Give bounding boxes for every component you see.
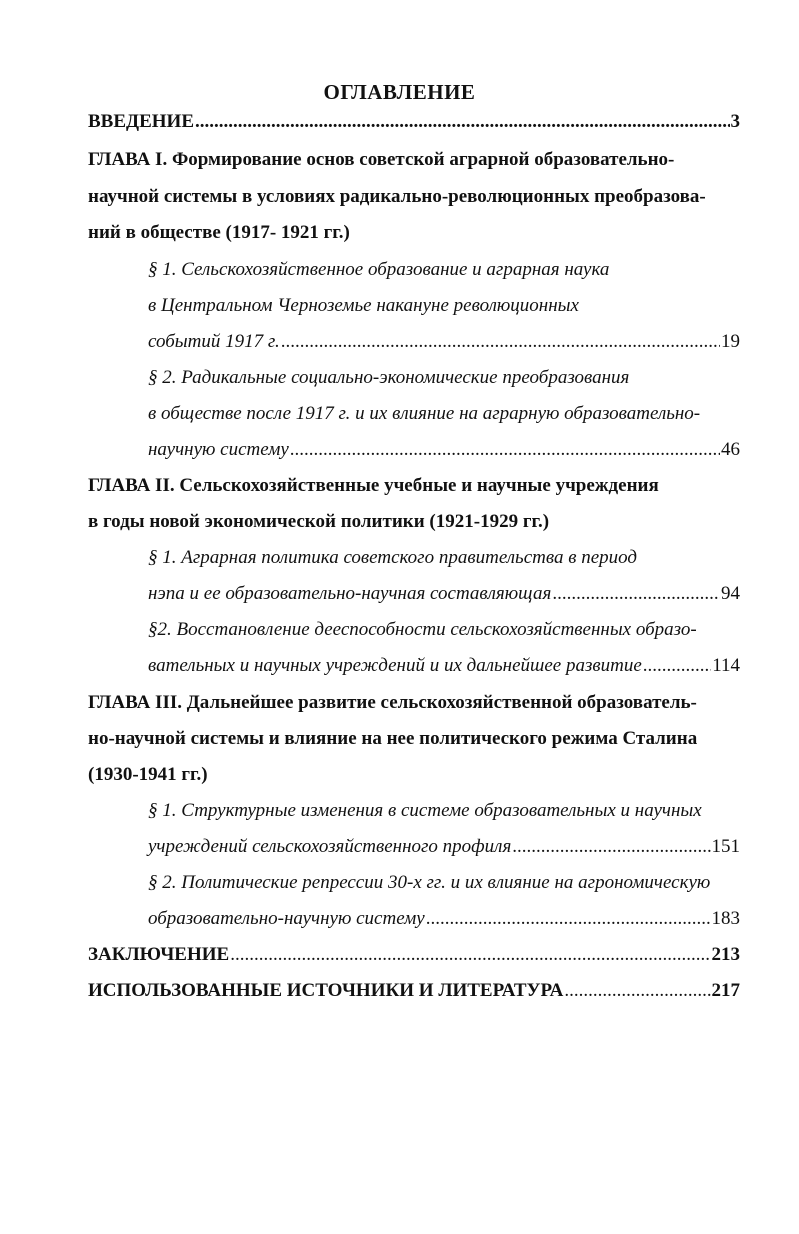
chapter2-section1-line1[interactable]: § 1. Аграрная политика советского правительства в период bbox=[148, 547, 638, 568]
toc-entry-chapter3-section1[interactable] bbox=[148, 832, 740, 862]
leader-dots bbox=[281, 327, 720, 357]
toc-entry-chapter1-section2[interactable] bbox=[148, 435, 740, 465]
leader-dots bbox=[552, 579, 720, 609]
toc-entry-sources[interactable] bbox=[88, 976, 740, 1006]
toc-page-number: 94 bbox=[721, 583, 740, 604]
toc-entry-chapter3-section2[interactable] bbox=[148, 904, 740, 934]
toc-entry-chapter2-section2[interactable] bbox=[148, 651, 740, 681]
toc-page-number: 183 bbox=[711, 908, 740, 929]
toc-entry-label: ВВЕДЕНИЕ bbox=[88, 111, 194, 132]
leader-dots bbox=[643, 651, 711, 681]
toc-entry-label: ИСПОЛЬЗОВАННЫЕ ИСТОЧНИКИ И ЛИТЕРАТУРА bbox=[88, 980, 564, 1001]
chapter2-title-line1[interactable]: ГЛАВА II. Сельскохозяйственные учебные и научные учреждения bbox=[88, 475, 659, 496]
chapter3-section1-line1[interactable]: § 1. Структурные изменения в системе образовательных и научных bbox=[148, 800, 702, 821]
leader-dots bbox=[195, 107, 730, 137]
chapter1-section2-line1[interactable]: § 2. Радикальные социально-экономические преобразования bbox=[148, 367, 630, 388]
chapter2-title-line2[interactable]: в годы новой экономической политики (1921-1929 гг.) bbox=[88, 511, 550, 532]
chapter3-title-line3[interactable]: (1930-1941 гг.) bbox=[88, 764, 208, 785]
toc-page-number: 19 bbox=[721, 331, 740, 352]
chapter3-title-line2[interactable]: но-научной системы и влияние на нее политического режима Сталина bbox=[88, 728, 698, 749]
toc-entry-label: вательных и научных учреждений и их дальнейшее развитие bbox=[148, 655, 642, 676]
toc-entry-chapter1-section1[interactable] bbox=[148, 327, 740, 357]
toc-page-number: 114 bbox=[712, 655, 740, 676]
toc-entry-conclusion[interactable] bbox=[88, 940, 740, 970]
toc-entry-label: научную систему bbox=[148, 439, 289, 460]
leader-dots bbox=[290, 435, 720, 465]
leader-dots bbox=[512, 832, 710, 862]
toc-heading: ОГЛАВЛЕНИЕ bbox=[323, 80, 476, 104]
toc-page-number: 151 bbox=[711, 836, 740, 857]
toc-page-number: 3 bbox=[730, 111, 740, 132]
chapter1-title-line2[interactable]: научной системы в условиях радикально-революционных преобразова- bbox=[88, 186, 706, 207]
chapter1-title-line3[interactable]: ний в обществе (1917- 1921 гг.) bbox=[88, 222, 350, 243]
toc-entry-intro[interactable] bbox=[88, 107, 740, 137]
toc-entry-label: учреждений сельскохозяйственного профиля bbox=[148, 836, 512, 857]
toc-entry-label: ЗАКЛЮЧЕНИЕ bbox=[88, 944, 230, 965]
chapter1-section1-line1[interactable]: § 1. Сельскохозяйственное образование и аграрная наука bbox=[148, 259, 610, 280]
toc-entry-label: событий 1917 г. bbox=[148, 331, 280, 352]
chapter3-section2-line1[interactable]: § 2. Политические репрессии 30-х гг. и их влияние на агрономическую bbox=[148, 872, 711, 893]
toc-entry-label: нэпа и ее образовательно-научная составляющая bbox=[148, 583, 552, 604]
leader-dots bbox=[564, 976, 710, 1006]
chapter3-title-line1[interactable]: ГЛАВА III. Дальнейшее развитие сельскохозяйственной образователь- bbox=[88, 692, 697, 713]
leader-dots bbox=[230, 940, 710, 970]
toc-page-number: 46 bbox=[721, 439, 740, 460]
chapter1-title-line1[interactable]: ГЛАВА I. Формирование основ советской аграрной образовательно- bbox=[88, 149, 675, 170]
toc-entry-label: образовательно-научную систему bbox=[148, 908, 425, 929]
toc-entry-chapter2-section1[interactable] bbox=[148, 579, 740, 609]
toc-page-number: 213 bbox=[711, 944, 740, 965]
chapter1-section1-line2[interactable]: в Центральном Черноземье накануне революционных bbox=[148, 295, 579, 316]
chapter1-section2-line2[interactable]: в обществе после 1917 г. и их влияние на аграрную образовательно- bbox=[148, 403, 701, 424]
chapter2-section2-line1[interactable]: §2. Восстановление дееспособности сельскохозяйственных образо- bbox=[148, 619, 697, 640]
leader-dots bbox=[426, 904, 711, 934]
toc-page-number: 217 bbox=[711, 980, 740, 1001]
